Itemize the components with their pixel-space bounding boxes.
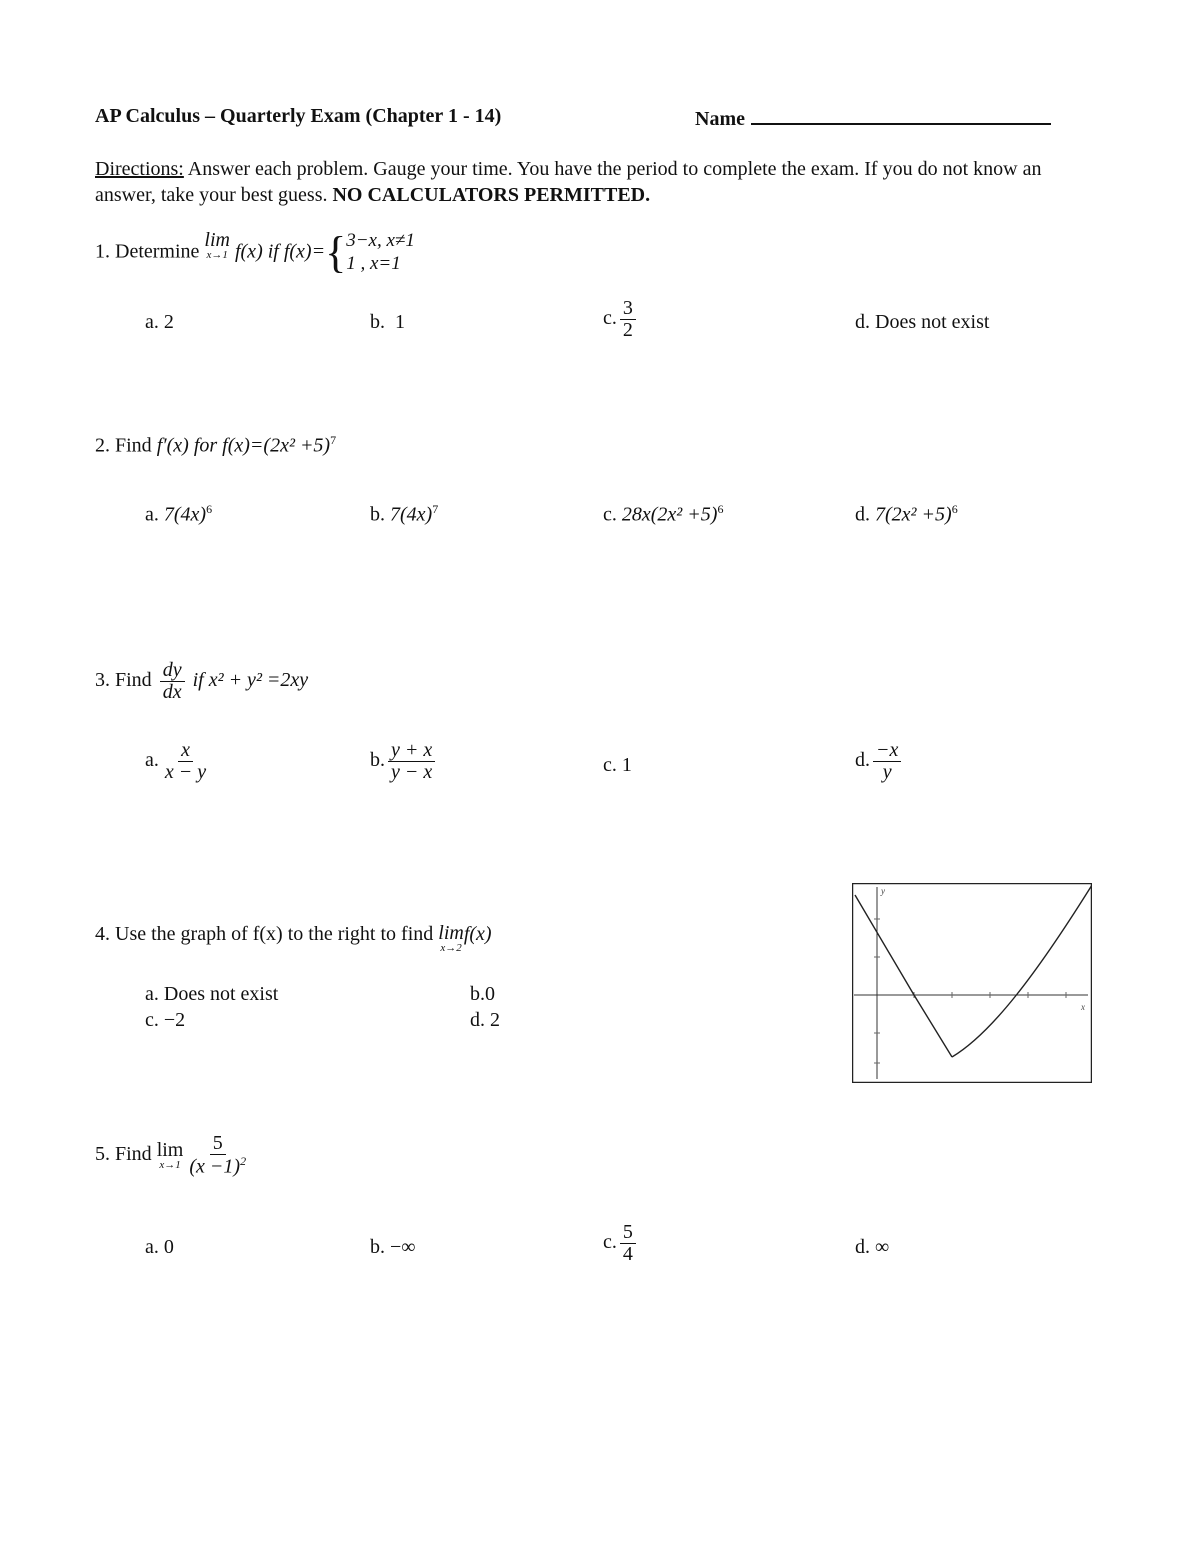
graph-frame [853,884,1092,1083]
q2-prompt: 2. Find [95,434,152,457]
q5-den [186,1155,249,1178]
q5-prompt: 5. Find [95,1142,152,1165]
q3-b-num: y + x [388,740,435,762]
q5-c-fraction [620,1222,636,1265]
q5-den-exp: 2 [240,1154,247,1168]
q1-case-2: 1 , x=1 [346,252,401,274]
q5-choice-d[interactable] [855,1236,889,1259]
q3-choice-b[interactable] [370,740,438,783]
q2-b-label: b. [370,503,385,526]
q3-b-label: b. [370,749,385,772]
q5-a-text: 0 [163,1236,174,1258]
q4-c-label: c. [145,1009,159,1031]
q4-function: f(x) [463,923,492,945]
q3-a-label: a. [145,749,159,772]
question-1 [95,227,415,277]
question-5 [95,1133,252,1178]
q5-lim-text: lim [156,1138,184,1161]
q1-b-text: 1 [395,311,405,333]
q5-a-label: a. [145,1236,159,1258]
q3-num: dy [160,660,185,682]
directions-label: Directions: [95,158,184,180]
q2-exponent: 7 [330,433,337,447]
graph-x-label: x [1081,1002,1085,1012]
q5-b-text: −∞ [390,1236,416,1258]
q4-limit [438,923,464,954]
q1-lim-sub: x→1 [206,249,228,261]
question-2 [95,433,336,458]
q5-fraction [186,1133,249,1178]
q3-b-fraction [388,740,435,783]
q2-choice-a[interactable] [145,502,212,527]
question-3 [95,660,308,703]
directions-text: Answer each problem. Gauge your time. You have the period to complete the exam. If you do not know an answer, take your best guess. [95,158,1042,206]
q4-b-label: b. [470,983,485,1005]
q4-d-text: 2 [490,1009,500,1031]
exam-title: AP Calculus – Quarterly Exam (Chapter 1 - 14) [95,105,502,127]
directions [95,156,1095,208]
q4-choice-d[interactable] [470,1009,500,1032]
q3-d-label: d. [855,749,870,772]
q2-c-text: 28x(2x² +5) [621,503,718,526]
q3-a-num: x [178,740,193,762]
q2-choice-c[interactable] [603,502,723,527]
q2-a-label: a. [145,503,159,526]
q3-a-fraction [162,740,209,783]
name-blank-line[interactable] [751,105,1051,125]
q2-b-exp: 7 [432,502,439,516]
q4-choice-b[interactable] [470,983,495,1006]
q2-c-label: c. [603,503,617,526]
q4-graph [852,883,1092,1083]
q1-case-1: 3−x, x≠1 [346,230,415,251]
q2-expression: f′(x) for f(x)=(2x² +5) [156,434,331,457]
q5-limit [157,1140,184,1171]
directions-bold: NO CALCULATORS PERMITTED. [332,184,651,206]
q5-choice-c[interactable] [603,1222,639,1265]
q5-b-label: b. [370,1236,385,1258]
q5-d-text: ∞ [875,1236,890,1258]
q2-choice-b[interactable] [370,502,438,527]
q5-num: 5 [210,1133,226,1155]
q3-expression: if x² + y² =2xy [192,669,309,692]
q3-b-den: y − x [391,761,433,783]
q4-c-text: −2 [163,1009,186,1031]
q4-lim-sub: x→2 [440,942,462,954]
q2-choice-d[interactable] [855,502,958,527]
q4-a-label: a. [145,983,159,1005]
q3-d-fraction [873,740,901,783]
name-field[interactable] [695,105,1051,131]
q4-choice-c[interactable] [145,1009,185,1032]
q1-choice-c[interactable] [603,298,639,341]
question-4 [95,923,492,954]
q2-d-exp: 6 [951,502,958,516]
q2-d-label: d. [855,503,870,526]
q1-a-text: 2 [163,311,174,333]
q1-b-label: b. [370,311,385,333]
q4-choice-a[interactable] [145,983,278,1006]
q4-a-text: Does not exist [163,983,279,1005]
q3-derivative-fraction [160,660,185,703]
q5-lim-sub: x→1 [159,1158,181,1171]
q5-choice-b[interactable] [370,1236,416,1259]
q1-function: f(x) if f(x)= [234,240,326,263]
q4-b-text: 0 [485,983,495,1005]
q1-c-label: c. [603,307,617,330]
q1-d-text: Does not exist [875,311,990,333]
q2-b-text: 7(4x) [390,503,433,526]
q1-limit [204,230,230,261]
q3-d-num: −x [873,740,901,762]
q5-choice-a[interactable] [145,1236,174,1259]
q3-a-den: x − y [164,761,207,783]
q1-c-num: 3 [620,298,636,320]
name-label: Name [695,108,745,130]
q3-choice-d[interactable] [855,740,904,783]
q2-d-text: 7(2x² +5) [875,503,952,526]
q4-lim-text: lim [438,922,464,944]
q5-c-den: 4 [622,1243,633,1265]
q1-choice-d[interactable] [855,311,989,334]
q1-choice-a[interactable] [145,311,174,334]
q3-d-den: y [882,761,892,783]
graph-y-label: y [881,886,885,896]
q3-prompt: 3. Find [95,669,152,692]
q3-choice-c[interactable] [603,754,632,777]
q5-den-text: (x −1) [189,1155,241,1178]
q1-piecewise [346,230,415,276]
q3-choice-a[interactable] [145,740,212,783]
q1-choice-b[interactable] [370,311,405,334]
q5-c-num: 5 [620,1222,636,1244]
q1-d-label: d. [855,311,870,333]
q4-prompt: 4. Use the graph of f(x) to the right to find [95,923,434,945]
q3-c-label: c. [603,754,617,776]
q1-brace: { [325,227,347,277]
q3-c-text: 1 [621,754,632,776]
q2-c-exp: 6 [717,502,724,516]
q5-c-label: c. [603,1231,617,1254]
q1-c-den: 2 [622,319,633,341]
q1-c-fraction [620,298,636,341]
q1-a-label: a. [145,311,159,333]
q3-den: dx [162,681,182,703]
q1-prompt: 1. Determine [95,240,200,263]
q1-lim-text: lim [204,229,230,251]
q2-a-exp: 6 [206,502,213,516]
q2-a-text: 7(4x) [163,503,207,526]
q5-d-label: d. [855,1236,870,1258]
q4-d-label: d. [470,1009,485,1031]
